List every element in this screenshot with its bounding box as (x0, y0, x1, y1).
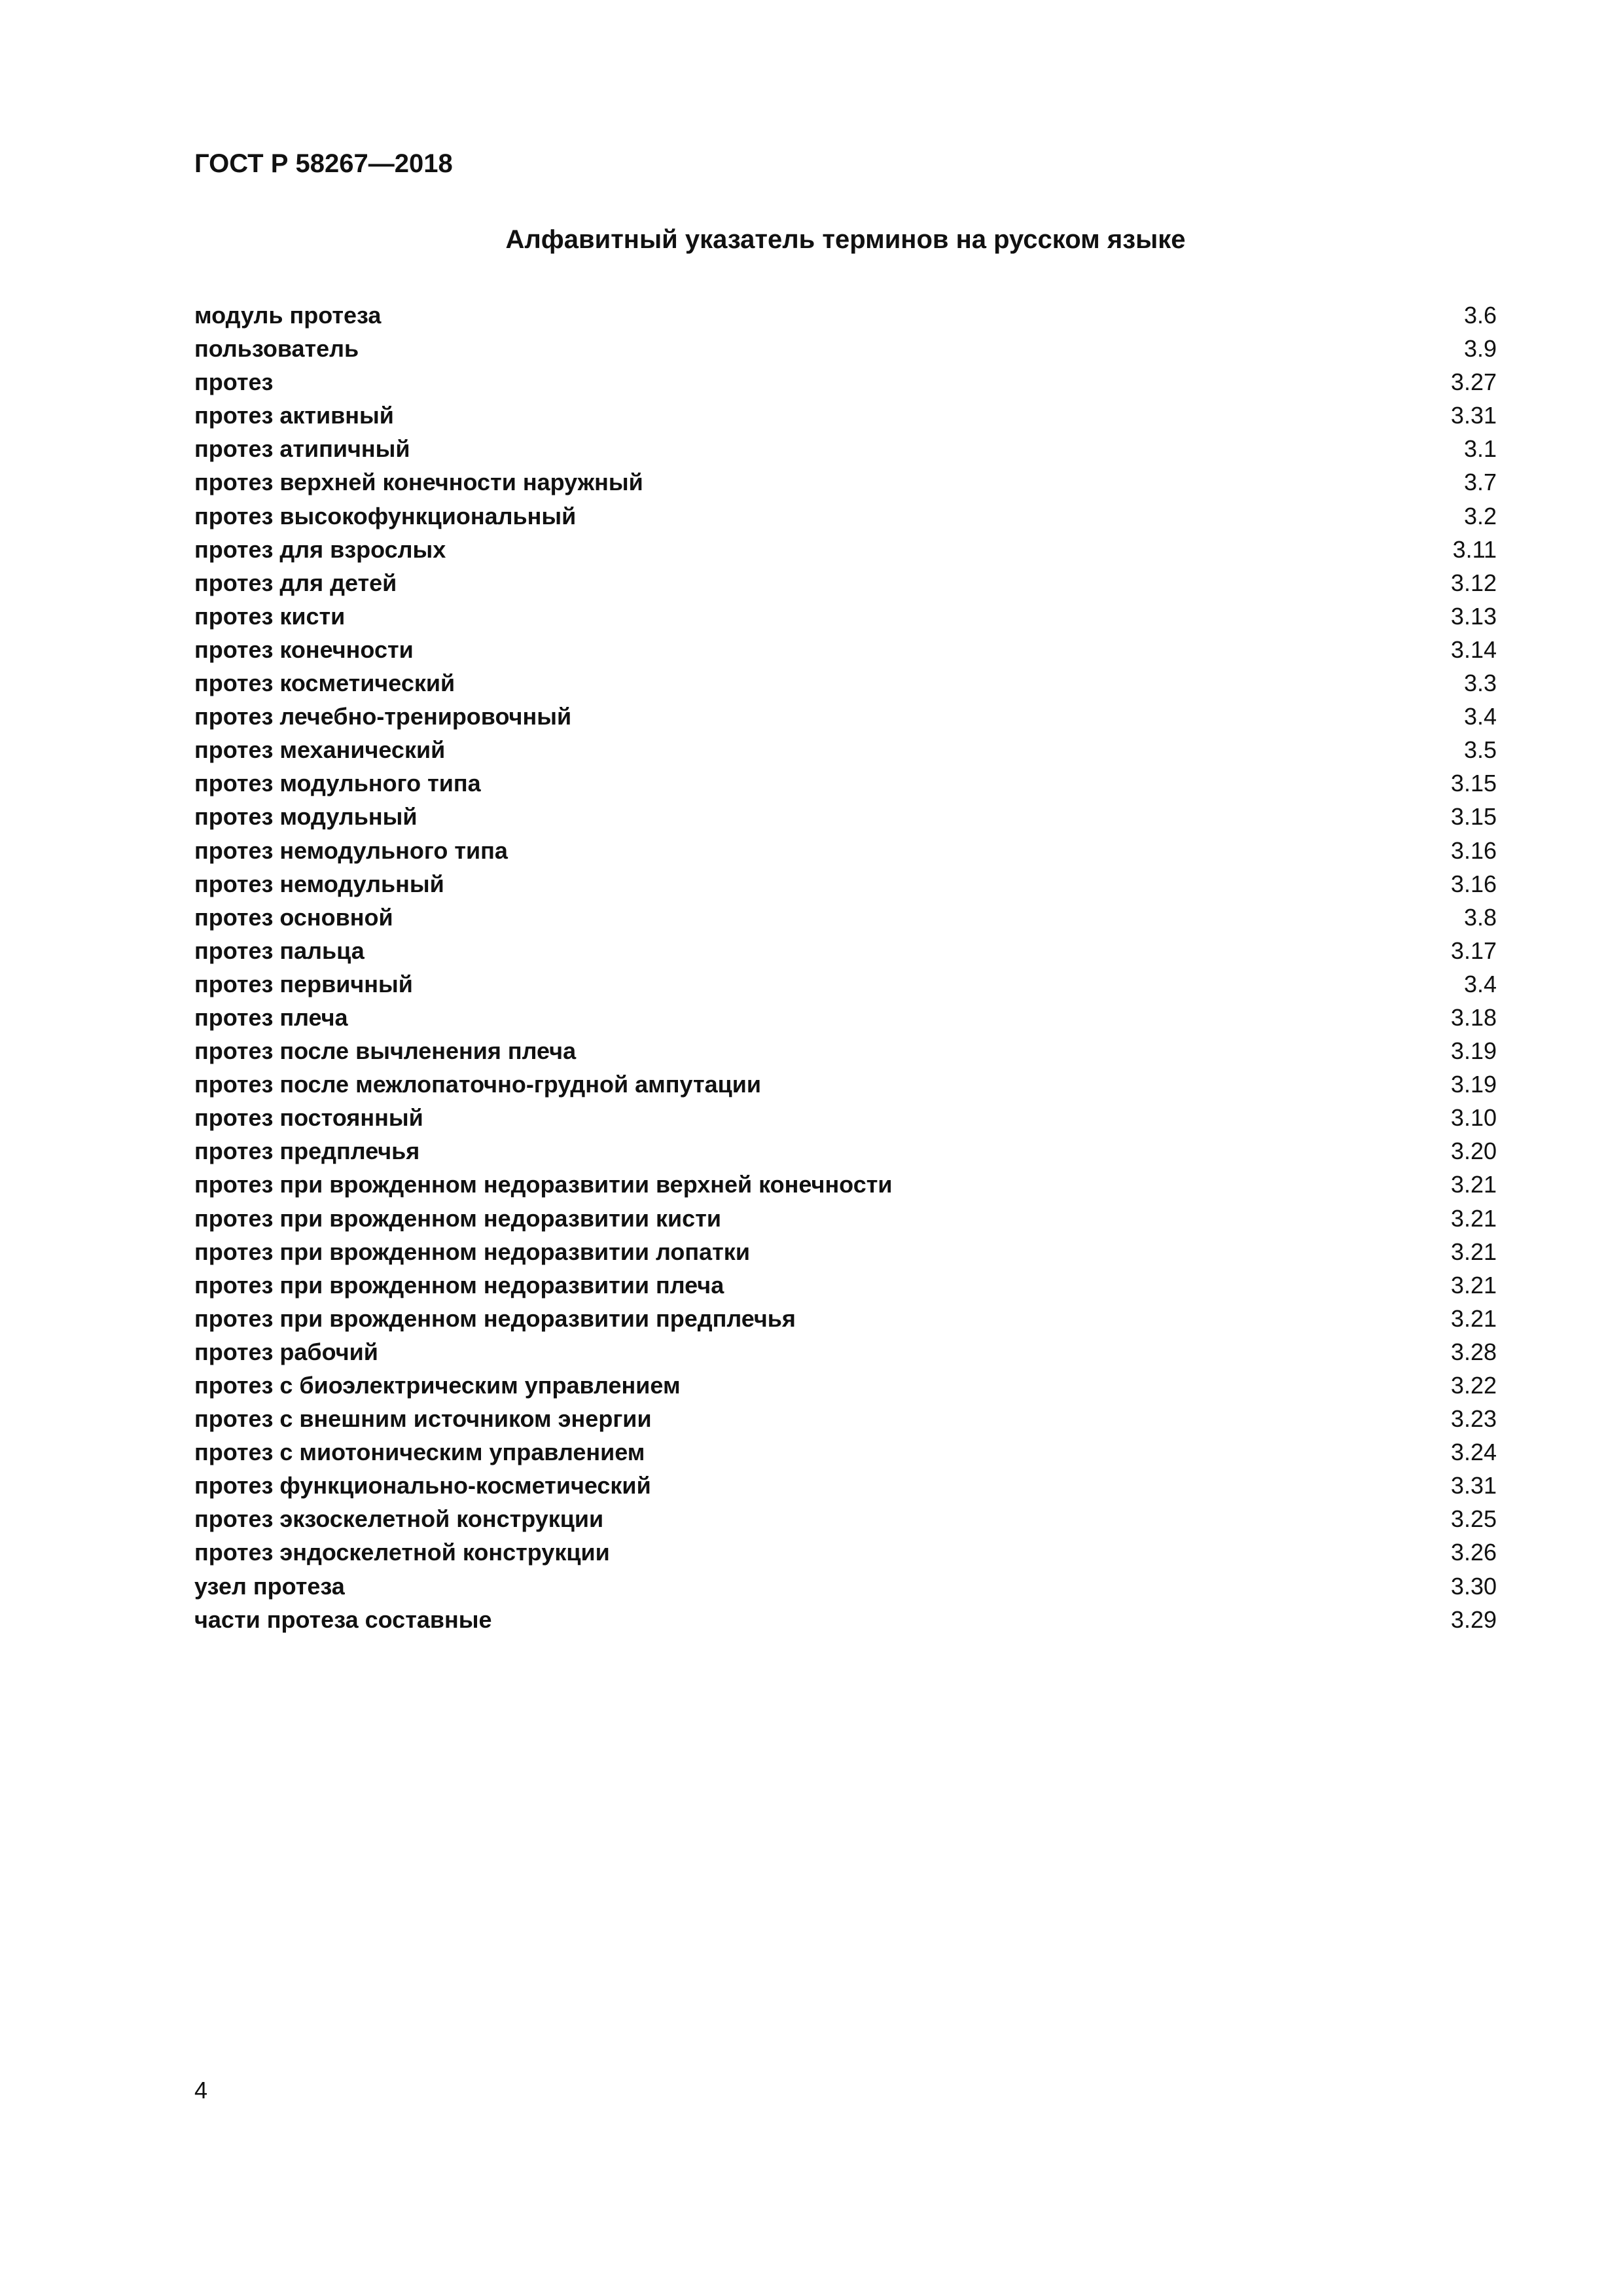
index-entry (194, 465, 1497, 499)
index-term: протез основной (194, 903, 393, 931)
index-term: протез модульного типа (194, 770, 481, 797)
index-term: протез при врожденном недоразвитии плеча (194, 1271, 724, 1299)
index-term: протез постоянный (194, 1104, 423, 1132)
index-reference: 3.19 (1450, 1071, 1497, 1098)
index-entry (194, 766, 1497, 800)
index-reference: 3.31 (1450, 1472, 1497, 1499)
index-entry (194, 1268, 1497, 1302)
index-entry (194, 1134, 1497, 1168)
index-entry (194, 1202, 1497, 1235)
index-entry (194, 1435, 1497, 1469)
index-reference: 3.14 (1450, 636, 1497, 663)
index-reference: 3.21 (1450, 1204, 1497, 1232)
index-entry (194, 633, 1497, 666)
index-term: протез косметический (194, 670, 455, 697)
index-term: протез (194, 368, 274, 396)
index-entry (194, 834, 1497, 867)
index-term: протез предплечья (194, 1138, 420, 1165)
index-entry (194, 1235, 1497, 1268)
index-entry (194, 1302, 1497, 1335)
index-term: протез верхней конечности наружный (194, 469, 643, 496)
index-reference: 3.25 (1450, 1505, 1497, 1533)
index-entry (194, 332, 1497, 365)
index-term: протез активный (194, 402, 394, 429)
index-term: протез с миотоническим управлением (194, 1439, 645, 1466)
index-entry (194, 1168, 1497, 1201)
index-reference: 3.4 (1463, 970, 1497, 997)
index-entry (194, 800, 1497, 833)
index-entry (194, 1469, 1497, 1502)
index-term: узел протеза (194, 1572, 345, 1600)
index-reference: 3.23 (1450, 1405, 1497, 1433)
index-reference: 3.29 (1450, 1605, 1497, 1633)
index-entry (194, 566, 1497, 600)
index-term: протез эндоскелетной конструкции (194, 1539, 610, 1566)
index-entry (194, 499, 1497, 533)
index-reference: 3.30 (1450, 1572, 1497, 1600)
index-reference: 3.24 (1450, 1439, 1497, 1466)
index-term: части протеза составные (194, 1605, 492, 1633)
index-reference: 3.21 (1450, 1171, 1497, 1198)
index-entry (194, 298, 1497, 332)
index-term: протез плеча (194, 1003, 348, 1031)
index-entry (194, 1369, 1497, 1402)
index-reference: 3.21 (1450, 1238, 1497, 1265)
index-term: пользователь (194, 335, 359, 363)
index-entry (194, 700, 1497, 733)
index-reference: 3.21 (1450, 1304, 1497, 1332)
index-term: протез для детей (194, 569, 397, 596)
index-reference: 3.7 (1463, 469, 1497, 496)
index-reference: 3.4 (1463, 703, 1497, 730)
index-term: протез лечебно-тренировочный (194, 703, 572, 730)
index-reference: 3.3 (1463, 670, 1497, 697)
index-entry (194, 1067, 1497, 1101)
index-entry (194, 934, 1497, 967)
index-entry (194, 1034, 1497, 1067)
index-term: протез механический (194, 736, 446, 764)
index-entry (194, 432, 1497, 465)
index-term: протез при врожденном недоразвитии лопатки (194, 1238, 750, 1265)
index-term: модуль протеза (194, 302, 382, 329)
index-term: протез кисти (194, 602, 346, 630)
index-term: протез для взрослых (194, 535, 446, 563)
index-reference: 3.19 (1450, 1037, 1497, 1065)
index-reference: 3.13 (1450, 602, 1497, 630)
page-number: 4 (194, 2077, 208, 2104)
index-entry (194, 399, 1497, 432)
index-term: протез с внешним источником энергии (194, 1405, 652, 1433)
index-reference: 3.31 (1450, 402, 1497, 429)
index-reference: 3.22 (1450, 1372, 1497, 1399)
index-reference: 3.15 (1450, 803, 1497, 831)
index-reference: 3.20 (1450, 1138, 1497, 1165)
index-entry (194, 901, 1497, 934)
index-term: протез первичный (194, 970, 413, 997)
index-reference: 3.8 (1463, 903, 1497, 931)
document-code: ГОСТ Р 58267—2018 (194, 149, 453, 178)
index-reference: 3.16 (1450, 870, 1497, 897)
index-reference: 3.12 (1450, 569, 1497, 596)
index-reference: 3.6 (1463, 302, 1497, 329)
index-reference: 3.27 (1450, 368, 1497, 396)
index-reference: 3.9 (1463, 335, 1497, 363)
index-reference: 3.26 (1450, 1539, 1497, 1566)
index-entry (194, 1570, 1497, 1603)
index-reference: 3.18 (1450, 1003, 1497, 1031)
index-entry (194, 1535, 1497, 1569)
index-term: протез экзоскелетной конструкции (194, 1505, 604, 1533)
index-entry (194, 1101, 1497, 1134)
index-entry (194, 1502, 1497, 1535)
index-entry (194, 1335, 1497, 1369)
index-term: протез рабочий (194, 1338, 378, 1365)
index-reference: 3.5 (1463, 736, 1497, 764)
index-entry (194, 967, 1497, 1001)
index-term: протез высокофункциональный (194, 502, 577, 529)
index-term: протез после межлопаточно-грудной ампутации (194, 1071, 762, 1098)
index-reference: 3.11 (1452, 535, 1497, 563)
index-entry (194, 1603, 1497, 1636)
index-reference: 3.17 (1450, 937, 1497, 964)
index-term: протез при врожденном недоразвитии кисти (194, 1204, 721, 1232)
index-term: протез при врожденном недоразвитии верхней конечности (194, 1171, 893, 1198)
index-term: протез при врожденном недоразвитии предплечья (194, 1304, 796, 1332)
index-entry (194, 600, 1497, 633)
index-term: протез функционально-косметический (194, 1472, 651, 1499)
index-term: протез модульный (194, 803, 418, 831)
index-entry (194, 666, 1497, 700)
index-entry (194, 733, 1497, 766)
index-entry (194, 1402, 1497, 1435)
index-term: протез после вычленения плеча (194, 1037, 577, 1065)
term-index-list (194, 298, 1497, 1636)
index-reference: 3.28 (1450, 1338, 1497, 1365)
index-term: протез пальца (194, 937, 365, 964)
index-term: протез атипичный (194, 435, 410, 463)
index-reference: 3.16 (1450, 836, 1497, 864)
index-title: Алфавитный указатель терминов на русском языке (505, 225, 1186, 254)
index-reference: 3.21 (1450, 1271, 1497, 1299)
index-term: протез немодульный (194, 870, 444, 897)
index-reference: 3.10 (1450, 1104, 1497, 1132)
index-reference: 3.1 (1463, 435, 1497, 463)
index-entry (194, 365, 1497, 399)
index-entry (194, 867, 1497, 901)
index-entry (194, 533, 1497, 566)
index-term: протез конечности (194, 636, 414, 663)
index-term: протез немодульного типа (194, 836, 508, 864)
index-reference: 3.2 (1463, 502, 1497, 529)
index-entry (194, 1001, 1497, 1034)
index-term: протез с биоэлектрическим управлением (194, 1372, 681, 1399)
index-reference: 3.15 (1450, 770, 1497, 797)
